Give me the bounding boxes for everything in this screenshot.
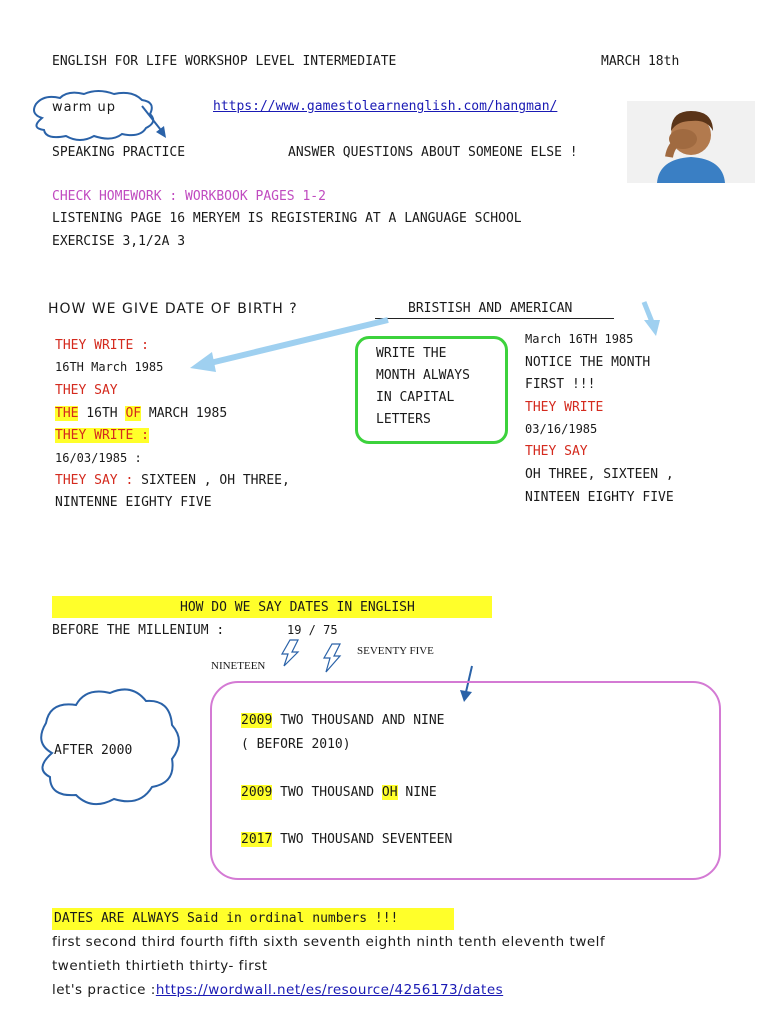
after-2000-label: AFTER 2000 — [54, 743, 133, 758]
worksheet-title: ENGLISH FOR LIFE WORKSHOP LEVEL INTERMEDIATE — [52, 54, 397, 69]
seventy-five-label: SEVENTY FIVE — [357, 645, 434, 657]
warm-up-label: warm up — [52, 100, 117, 115]
year-examples-box — [210, 681, 721, 880]
american-they-say: THEY SAY — [525, 444, 588, 459]
british-american-heading: BRISTISH AND AMERICAN — [408, 301, 573, 316]
american-spoken-1: OH THREE, SIXTEEN , — [525, 467, 674, 482]
british-spoken-year: NINTENNE EIGHTY FIVE — [55, 495, 212, 510]
face-palm-icon — [627, 101, 755, 183]
american-they-write: THEY WRITE — [525, 400, 604, 415]
practice-line: let's practice :https://wordwall.net/es/resource/4256173/dates — [52, 982, 504, 998]
before-millenium-label: BEFORE THE MILLENIUM : — [52, 623, 225, 638]
example-before-2010: ( BEFORE 2010) — [241, 737, 351, 752]
ordinals-line-1: first second third fourth fifth sixth seventh eighth ninth tenth eleventh twelf — [52, 934, 606, 950]
nineteen-label: NINETEEN — [211, 660, 266, 672]
exercise-line: EXERCISE 3,1/2A 3 — [52, 234, 186, 249]
dob-question: HOW WE GIVE DATE OF BIRTH ? — [48, 301, 298, 317]
british-they-write-1: THEY WRITE : — [55, 338, 149, 353]
before-millenium-value: 19 / 75 — [287, 623, 338, 637]
wordwall-link[interactable]: https://wordwall.net/es/resource/4256173/dates — [155, 982, 504, 998]
american-notice-2: FIRST !!! — [525, 377, 596, 392]
worksheet-date: MARCH 18th — [601, 54, 680, 69]
british-written-long: 16TH March 1985 — [55, 360, 164, 374]
ordinals-line-2: twentieth thirtieth thirty- first — [52, 958, 268, 974]
ordinals-heading: DATES ARE ALWAYS Said in ordinal numbers !!! — [54, 911, 399, 926]
say-dates-heading: HOW DO WE SAY DATES IN ENGLISH — [180, 600, 415, 615]
speaking-practice-label: SPEAKING PRACTICE — [52, 145, 186, 160]
listening-line: LISTENING PAGE 16 MERYEM IS REGISTERING AT A LANGUAGE SCHOOL — [52, 211, 522, 226]
note-line-3: IN CAPITAL — [376, 390, 455, 405]
british-written-short: 16/03/1985 : — [55, 451, 142, 465]
check-homework: CHECK HOMEWORK : WORKBOOK PAGES 1-2 — [52, 189, 326, 204]
note-line-1: WRITE THE — [376, 346, 447, 361]
note-line-2: MONTH ALWAYS — [376, 368, 470, 383]
american-spoken-2: NINTEEN EIGHTY FIVE — [525, 490, 674, 505]
example-2009-and: 2009 TWO THOUSAND AND NINE — [241, 713, 445, 728]
speaking-task: ANSWER QUESTIONS ABOUT SOMEONE ELSE ! — [288, 145, 578, 160]
british-they-write-2: THEY WRITE : — [55, 428, 149, 443]
example-2009-oh: 2009 TWO THOUSAND OH NINE — [241, 785, 437, 800]
american-written-long: March 16TH 1985 — [525, 332, 634, 346]
hangman-link[interactable]: https://www.gamestolearnenglish.com/hangman/ — [213, 99, 558, 114]
american-written-short: 03/16/1985 — [525, 422, 598, 436]
british-spoken-numbers: THEY SAY : SIXTEEN , OH THREE, — [55, 473, 290, 488]
note-line-4: LETTERS — [376, 412, 431, 427]
british-they-say-1: THEY SAY — [55, 383, 118, 398]
example-2017: 2017 TWO THOUSAND SEVENTEEN — [241, 832, 453, 847]
american-notice-1: NOTICE THE MONTH — [525, 355, 651, 370]
warm-up-cloud — [22, 88, 182, 148]
british-spoken-long: THE 16TH OF MARCH 1985 — [55, 406, 228, 421]
lightning-arrows — [280, 638, 350, 678]
